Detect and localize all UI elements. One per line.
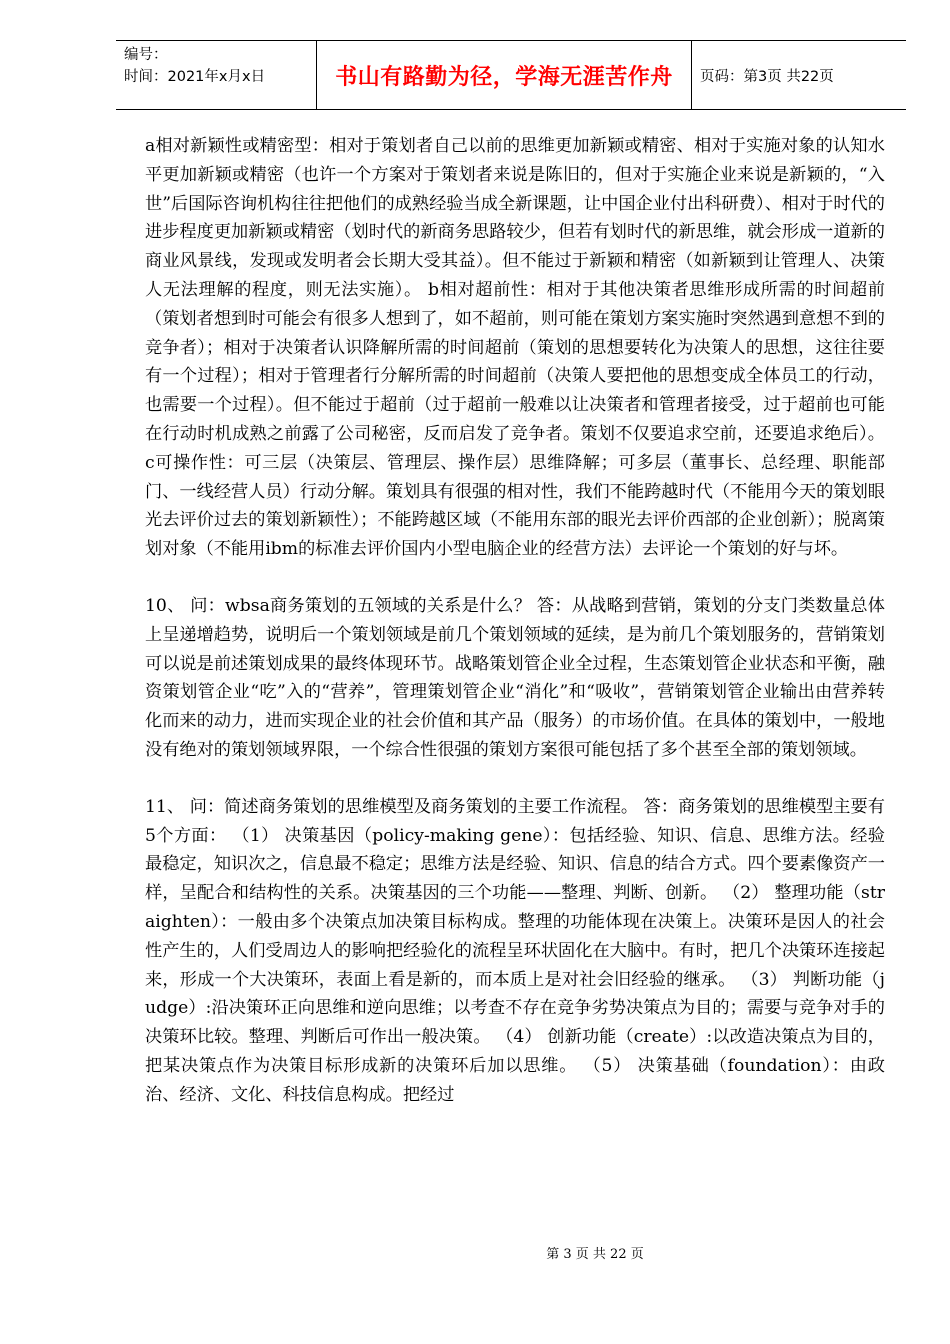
paragraph-question-11: 11、 问：简述商务策划的思维模型及商务策划的主要工作流程。 答：商务策划的思维模型主要有5个方面： （1） 决策基因（policy-making gene）：包括经验、知识、信息、思维方法。经验最稳定，知识次之，信息最不稳定；思维方法是经验、知识、信息的结合方式。四个要素像资产一样，呈配合和结构性的关系。决策基因的三个功能——整理、判断、创新。 （2） 整理功能（straighten）：一般由多个决策点加决策目标构成。整理的功能体现在决策上。决策环是因人的社会性产生的，人们受周边人的影响把经验化的流程呈环状固化在大脑中。有时，把几个决策环连接起来，形成一个大决策环，表面上看是新的，而本质上是对社会旧经验的继承。 （3） 判断功能（judge）:沿决策环正向思维和逆向思维；以考查不存在竞争劣势决策点为目的；需要与竞争对手的决策环比较。整理、判断后可作出一般决策。 （4） 创新功能（create）:以改造决策点为目的，把某决策点作为决策目标形成新的决策环后加以思维。 （5） 决策基础（foundation）：由政治、经济、文化、科技信息构成。把经过 bbox=[145, 796, 885, 1105]
header-page-info: 页码：第3页 共22页 bbox=[700, 68, 834, 85]
footer-page-number: 第 3 页 共 22 页 bbox=[546, 1247, 644, 1262]
paragraph-question-10: 10、 问：wbsa商务策划的五领域的关系是什么？ 答：从战略到营销，策划的分支门类数量总体上呈递增趋势，说明后一个策划领域是前几个策划领域的延续，是为前几个策划服务的，营销策划可以说是前述策划成果的最终体现环节。战略策划管企业全过程，生态策划管企业状态和平衡，融资策划管企业“吃”入的“营养”，管理策划管企业“消化”和“吸收”，营销策划管企业输出由营养转化而来的动力，进而实现企业的社会价值和其产品（服务）的市场价值。在具体的策划中，一般地没有绝对的策划领域界限，一个综合性很强的策划方案很可能包括了多个甚至全部的策划领域。 bbox=[145, 595, 885, 760]
page-header bbox=[116, 40, 906, 110]
header-meta bbox=[116, 41, 316, 109]
paragraph-characteristics: a相对新颖性或精密型：相对于策划者自己以前的思维更加新颖或精密、相对于实施对象的认知水平更加新颖或精密（也许一个方案对于策划者来说是陈旧的，但对于实施企业来说是新颖的，“入世”后国际咨询机构往往把他们的成熟经验当成全新课题，让中国企业付出科研费）、相对于时代的进步程度更加新颖或精密（划时代的新商务思路较少，但若有划时代的新思维，就会形成一道新的商业风景线，发现或发明者会长期大受其益）。但不能过于新颖和精密（如新颖到让管理人、决策人无法理解的程度，则无法实施）。 b相对超前性：相对于其他决策者思维形成所需的时间超前（策划者想到时可能会有很多人想到了，如不超前，则可能在策划方案实施时突然遇到意想不到的竞争者）；相对于决策者认识降解所需的时间超前（策划的思想要转化为决策人的思想，这往往要有一个过程）；相对于管理者行分解所需的时间超前（决策人要把他的思想变成全体员工的行动，也需要一个过程）。但不能过于超前（过于超前一般难以让决策者和管理者接受，过于超前也可能在行动时机成熟之前露了公司秘密，反而启发了竞争者。策划不仅要追求空前，还要追求绝后）。 c可操作性：可三层（决策层、管理层、操作层）思维降解；可多层（董事长、总经理、职能部门、一线经营人员）行动分解。策划具有很强的相对性，我们不能跨越时代（不能用今天的策划眼光去评价过去的策划新颖性）；不能跨越区域（不能用东部的眼光去评价西部的企业创新）；脱离策划对象（不能用ibm的标准去评价国内小型电脑企业的经营方法）去评论一个策划的好与坏。 bbox=[145, 136, 885, 560]
document-body bbox=[145, 132, 885, 1138]
document-number-label: 编号： bbox=[124, 47, 168, 63]
document-time-label: 时间：2021年x月x日 bbox=[124, 69, 266, 85]
page-footer bbox=[0, 1243, 950, 1262]
header-motto: 书山有路勤为径，学海无涯苦作舟 bbox=[316, 41, 692, 109]
